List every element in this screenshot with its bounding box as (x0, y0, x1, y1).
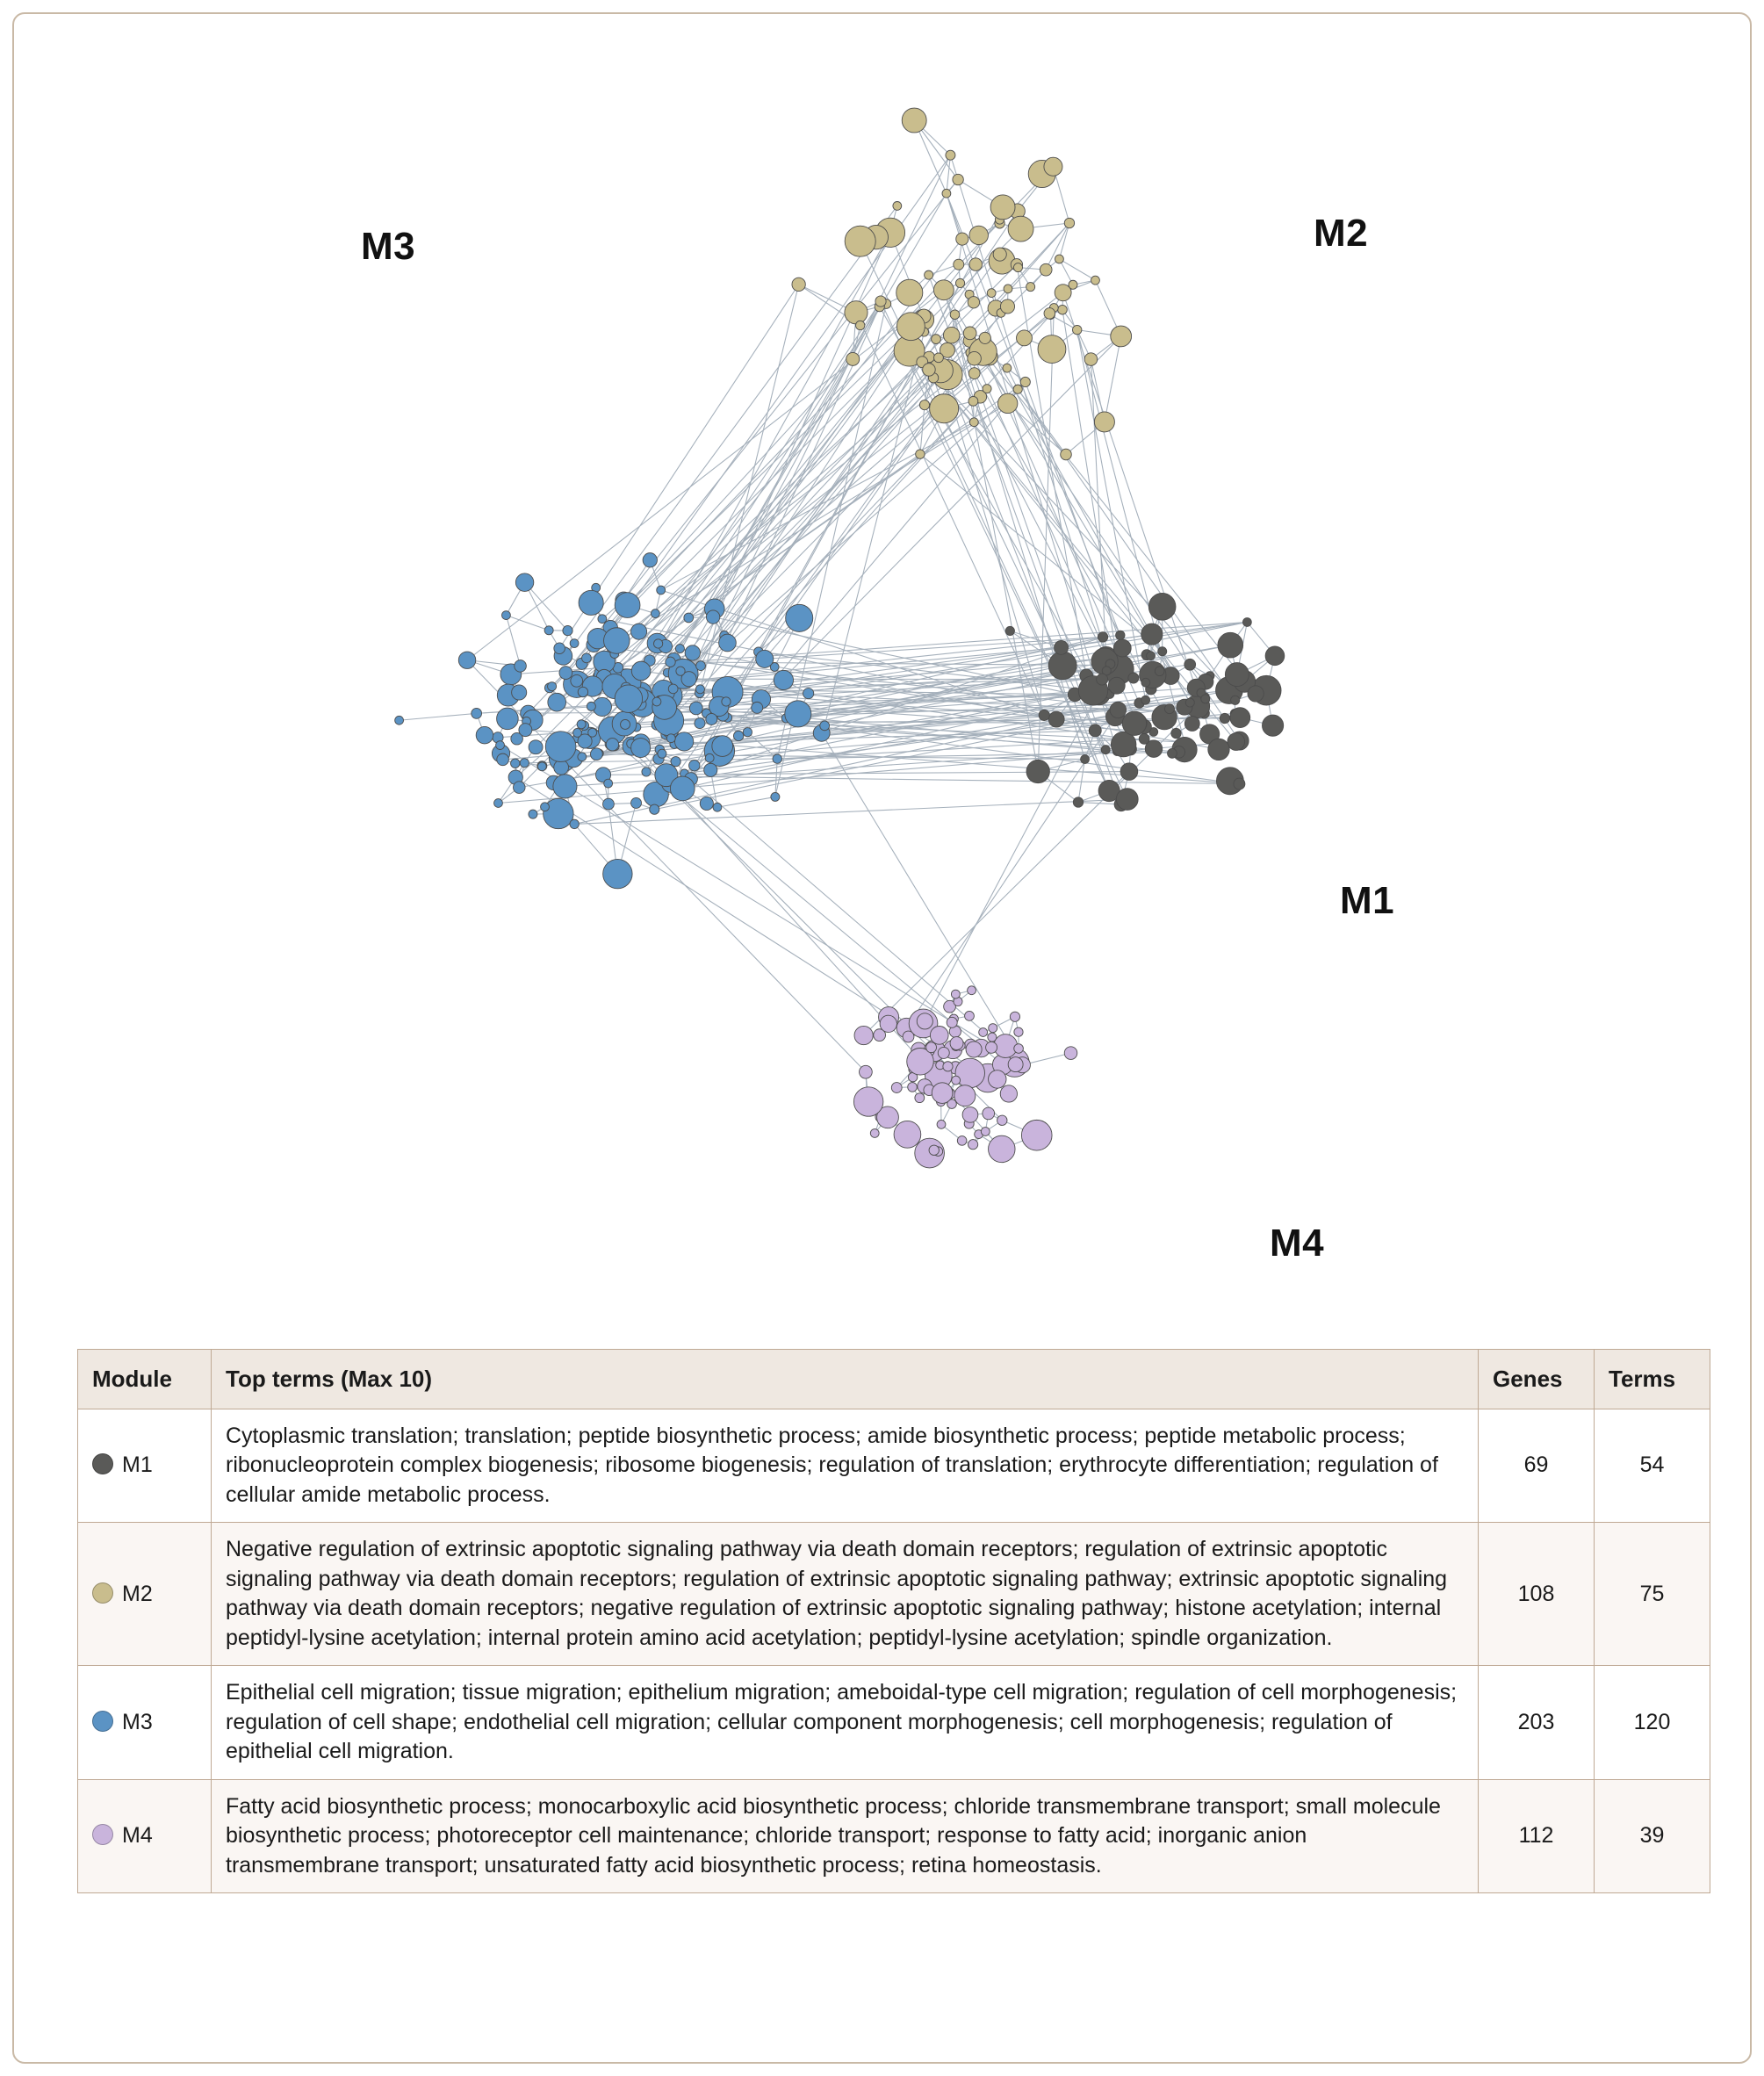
network-node-m2 (950, 310, 960, 320)
network-node-m3 (676, 667, 685, 675)
network-node-m3 (578, 753, 587, 761)
module-color-dot-icon (92, 1582, 113, 1604)
network-node-m4 (983, 1107, 995, 1120)
network-node-m4 (1014, 1044, 1024, 1054)
network-node-m1 (1168, 748, 1177, 758)
network-node-m4 (917, 1013, 932, 1029)
network-node-m1 (1201, 695, 1210, 703)
network-node-m4 (853, 1087, 882, 1116)
network-node-m3 (512, 685, 527, 700)
network-node-m3 (570, 819, 579, 828)
network-node-m2 (997, 393, 1017, 413)
network-node-m1 (1184, 659, 1196, 670)
network-node-m4 (932, 1083, 953, 1104)
header-module: Module (78, 1350, 212, 1409)
network-node-m4 (962, 1107, 978, 1123)
network-node-m4 (1064, 1047, 1077, 1060)
network-node-m2 (855, 321, 864, 329)
network-node-m2 (1026, 283, 1035, 292)
network-node-m1 (1110, 702, 1127, 718)
network-node-m3 (786, 604, 813, 631)
network-node-m3 (756, 650, 774, 667)
network-node-m3 (548, 682, 557, 691)
network-node-m2 (956, 233, 968, 245)
network-node-m2 (993, 248, 1006, 261)
table-row (78, 1523, 1710, 1666)
network-node-m2 (932, 335, 941, 344)
header-top-terms: Top terms (Max 10) (212, 1350, 1479, 1409)
network-node-m3 (666, 657, 675, 667)
module-label-m4: M4 (1270, 1222, 1325, 1265)
network-node-m2 (1038, 335, 1066, 364)
network-node-m2 (896, 279, 923, 306)
network-node-m2 (1061, 449, 1072, 460)
module-cell (78, 1409, 212, 1523)
network-node-m4 (997, 1115, 1007, 1125)
network-node-m2 (1013, 263, 1022, 272)
network-node-m4 (950, 1037, 963, 1050)
network-node-m1 (1220, 713, 1229, 723)
network-node-m3 (519, 724, 532, 737)
network-node-m3 (675, 645, 684, 653)
network-graph-svg (14, 14, 1750, 1323)
network-node-m2 (1111, 326, 1132, 347)
network-node-m3 (752, 702, 763, 713)
network-node-m2 (1003, 364, 1012, 372)
network-node-m2 (1008, 216, 1033, 241)
module-cell (78, 1523, 212, 1666)
module-label-m1: M1 (1340, 879, 1395, 922)
network-node-m2 (1064, 218, 1074, 227)
network-node-m3 (695, 718, 705, 729)
network-node-m4 (986, 1042, 997, 1053)
network-node-m4 (1021, 1120, 1052, 1150)
network-node-m1 (1081, 755, 1090, 764)
network-node-m3 (651, 609, 659, 618)
network-node-m2 (916, 450, 925, 458)
network-node-m2 (1017, 330, 1033, 346)
network-node-m3 (563, 625, 572, 635)
network-node-m3 (643, 553, 657, 567)
network-node-m3 (704, 763, 717, 776)
network-node-m2 (968, 297, 979, 308)
network-node-m2 (792, 278, 805, 291)
network-node-m2 (969, 418, 978, 427)
network-node-m3 (502, 611, 511, 620)
network-node-m3 (587, 702, 595, 710)
network-node-m1 (1225, 663, 1249, 687)
network-node-m2 (953, 174, 963, 184)
network-node-m1 (1164, 704, 1174, 714)
module-cell (78, 1779, 212, 1893)
network-node-m1 (1055, 640, 1069, 654)
network-node-m2 (955, 278, 964, 287)
network-node-m2 (1013, 385, 1022, 393)
network-node-m3 (582, 653, 592, 663)
network-node-m1 (1039, 710, 1049, 720)
network-node-m3 (689, 702, 702, 715)
network-node-m4 (943, 1062, 953, 1071)
network-node-m2 (896, 313, 925, 341)
network-node-m3 (631, 661, 651, 681)
network-node-m4 (989, 1024, 997, 1033)
network-node-m2 (1094, 412, 1114, 432)
network-node-m4 (1010, 1012, 1019, 1021)
network-node-m4 (951, 990, 960, 998)
network-node-m2 (1072, 325, 1081, 334)
network-node-m1 (1155, 667, 1164, 676)
module-cell (78, 1666, 212, 1780)
network-node-m3 (621, 719, 630, 729)
network-node-m4 (965, 1011, 975, 1020)
network-node-m3 (559, 667, 572, 680)
network-node-m3 (615, 593, 640, 618)
network-node-m1 (1158, 647, 1167, 656)
network-node-m3 (666, 734, 675, 743)
network-node-m1 (1139, 733, 1149, 744)
network-node-m2 (925, 270, 933, 279)
network-node-m3 (554, 760, 569, 775)
network-node-m1 (1230, 708, 1250, 728)
network-node-m3 (573, 728, 582, 737)
network-node-m3 (472, 708, 482, 718)
network-node-m3 (570, 639, 579, 648)
network-node-m3 (689, 760, 700, 771)
network-node-m3 (803, 688, 814, 699)
network-node-m4 (952, 1076, 961, 1085)
network-node-m4 (966, 1042, 982, 1057)
network-node-m3 (615, 685, 642, 712)
table-row (78, 1779, 1710, 1893)
network-node-m3 (670, 776, 695, 801)
network-node-m3 (571, 674, 583, 687)
network-node-m1 (1116, 631, 1125, 639)
network-node-m2 (943, 327, 960, 343)
network-node-m3 (719, 634, 737, 652)
network-node-m2 (968, 396, 978, 406)
module-color-dot-icon (92, 1711, 113, 1732)
network-node-m3 (604, 779, 613, 788)
network-node-m1 (1113, 639, 1131, 657)
network-node-m4 (981, 1128, 990, 1136)
table-row (78, 1666, 1710, 1780)
network-node-m3 (590, 748, 602, 760)
network-node-m2 (893, 202, 902, 211)
network-node-m2 (963, 327, 976, 340)
network-node-m3 (695, 685, 704, 694)
network-node-m1 (1141, 696, 1150, 704)
network-node-m4 (947, 1017, 957, 1027)
network-node-m1 (1147, 652, 1156, 660)
network-node-m3 (652, 697, 661, 706)
module-summary-table (77, 1349, 1710, 1893)
network-node-m4 (915, 1093, 925, 1103)
network-node-m1 (1141, 624, 1163, 645)
network-node-m1 (1231, 696, 1240, 704)
network-node-m4 (894, 1121, 921, 1148)
network-node-m2 (845, 301, 868, 324)
network-node-m4 (989, 1070, 1006, 1088)
network-node-m3 (696, 661, 706, 671)
network-node-m1 (1234, 778, 1245, 789)
network-node-m1 (1026, 760, 1049, 782)
header-terms: Terms (1595, 1350, 1710, 1409)
network-node-m3 (395, 716, 404, 724)
network-node-m3 (529, 740, 543, 754)
network-node-m4 (929, 1145, 939, 1155)
network-node-m3 (631, 624, 647, 639)
terms-count-cell: 39 (1595, 1779, 1710, 1893)
module-label-m3: M3 (361, 225, 416, 268)
genes-count-cell: 112 (1479, 1779, 1595, 1893)
module-color-dot-icon (92, 1453, 113, 1474)
network-node-m3 (631, 739, 651, 758)
network-node-m2 (946, 150, 955, 160)
network-node-m4 (1008, 1057, 1023, 1072)
network-node-m2 (1091, 276, 1100, 285)
network-node-m3 (494, 799, 503, 808)
network-node-m1 (1218, 632, 1243, 658)
module-name: M4 (122, 1823, 153, 1849)
genes-count-cell: 108 (1479, 1523, 1595, 1666)
network-node-m3 (658, 749, 666, 758)
network-node-m4 (968, 986, 976, 995)
network-node-m3 (774, 670, 793, 689)
network-node-m3 (544, 798, 573, 828)
network-node-m1 (1101, 746, 1110, 754)
network-node-m3 (541, 803, 550, 811)
network-node-m3 (598, 615, 607, 624)
network-node-m3 (515, 573, 533, 591)
network-node-m3 (606, 739, 618, 751)
network-node-m1 (1185, 698, 1194, 707)
network-node-m1 (1228, 733, 1245, 751)
network-node-m3 (545, 732, 576, 762)
network-node-m3 (515, 660, 527, 673)
table-row (78, 1409, 1710, 1523)
network-node-m4 (979, 1028, 988, 1037)
network-node-m3 (706, 713, 717, 724)
network-node-m3 (511, 759, 520, 768)
network-node-m3 (820, 721, 830, 731)
network-node-m2 (968, 368, 980, 379)
network-node-m1 (1128, 673, 1139, 683)
network-node-m3 (771, 792, 780, 801)
network-node-m2 (919, 400, 929, 410)
network-node-m3 (577, 720, 586, 729)
network-node-m2 (933, 280, 954, 300)
network-node-m2 (990, 195, 1015, 220)
network-node-m3 (476, 726, 493, 743)
network-node-m2 (954, 259, 964, 270)
table-body (78, 1409, 1710, 1893)
network-node-m1 (1098, 632, 1107, 642)
network-node-m3 (497, 708, 519, 730)
network-node-m4 (870, 1129, 879, 1138)
node-layer (395, 108, 1285, 1168)
network-node-m1 (1148, 593, 1176, 620)
network-node-m2 (1004, 285, 1012, 293)
network-node-m3 (722, 697, 731, 706)
network-node-m1 (1208, 739, 1229, 760)
network-node-m1 (1248, 686, 1264, 702)
network-node-m3 (520, 759, 529, 768)
network-node-m3 (588, 728, 597, 737)
network-node-m3 (668, 684, 678, 694)
network-node-m1 (1262, 715, 1283, 736)
top-terms-cell: Fatty acid biosynthetic process; monocarboxylic acid biosynthetic process; chloride transmembrane transport; small molecule biosynthetic process; photoreceptor cell maintenance; chloride transport; response to fatty acid; inorganic anion transmembrane transport; unsaturated fatty acid biosynthetic process; retina homeostasis. (212, 1779, 1479, 1893)
module-name: M3 (122, 1709, 153, 1734)
network-node-m1 (1171, 728, 1181, 738)
network-node-m2 (1084, 353, 1098, 366)
table-header-row (78, 1350, 1710, 1409)
network-node-m2 (1020, 377, 1030, 386)
network-node-m1 (1242, 618, 1251, 627)
network-node-m3 (579, 590, 603, 615)
network-node-m2 (942, 189, 951, 198)
network-node-m3 (548, 693, 566, 711)
top-terms-cell: Cytoplasmic translation; translation; peptide biosynthetic process; amide biosynthetic process; peptide metabolic process; ribonucleoprotein complex biogenesis; ribosome biogenesis; regulation of translation; erythrocyte differentiation; regulation of cellular amide metabolic process. (212, 1409, 1479, 1523)
network-node-m3 (657, 586, 666, 595)
module-color-dot-icon (92, 1824, 113, 1845)
network-node-m4 (908, 1083, 918, 1092)
network-node-m4 (957, 1136, 967, 1146)
network-node-m3 (554, 643, 565, 654)
network-node-m3 (529, 810, 537, 818)
top-terms-cell: Negative regulation of extrinsic apoptotic signaling pathway via death domain receptors; regulation of extrinsic apoptotic signaling pathway via death domain receptors; regulation of extrinsic apoptotic signaling pathway; extrinsic apoptotic signaling pathway via death domain receptors; negative regulation of extrinsic apoptotic signaling pathway; histone acetylation; internal peptidyl-lysine acetylation; internal protein amino acid acetylation; peptidyl-lysine acetylation; spindle organization. (212, 1523, 1479, 1666)
network-node-m3 (537, 762, 546, 771)
network-node-m3 (773, 754, 781, 763)
module-name: M1 (122, 1452, 153, 1478)
network-node-m2 (1044, 157, 1062, 176)
header-genes: Genes (1479, 1350, 1595, 1409)
network-node-m3 (553, 775, 577, 798)
network-node-m3 (513, 782, 525, 794)
network-node-m2 (875, 296, 886, 306)
module-label-m2: M2 (1314, 212, 1369, 255)
terms-count-cell: 54 (1595, 1409, 1710, 1523)
terms-count-cell: 75 (1595, 1523, 1710, 1666)
network-node-m3 (496, 741, 505, 750)
genes-count-cell: 69 (1479, 1409, 1595, 1523)
network-node-m3 (603, 798, 615, 810)
network-node-m1 (1120, 763, 1138, 781)
network-node-m3 (700, 797, 713, 810)
network-node-m3 (603, 859, 632, 888)
network-node-m4 (854, 1026, 873, 1044)
network-node-m4 (891, 1083, 902, 1093)
network-node-m2 (1000, 299, 1014, 314)
network-node-m3 (631, 797, 642, 808)
network-node-m4 (926, 1042, 937, 1053)
network-node-m3 (604, 628, 630, 654)
network-node-m3 (712, 736, 733, 757)
network-node-m4 (930, 1027, 948, 1045)
network-node-m4 (937, 1120, 946, 1128)
network-node-m4 (1000, 1085, 1017, 1102)
network-node-m4 (903, 1031, 914, 1042)
top-terms-cell: Epithelial cell migration; tissue migration; epithelium migration; ameboidal-type cell migration; regulation of cell morphogenesis; regulation of cell shape; endothelial cell migration; cellular component morphogenesis; cell morphogenesis; regulation of epithelial cell migration. (212, 1666, 1479, 1780)
network-node-m1 (1089, 724, 1101, 737)
network-node-m3 (743, 728, 752, 737)
network-node-m3 (713, 803, 722, 811)
network-node-m4 (938, 1047, 949, 1058)
network-node-m2 (923, 364, 936, 377)
network-node-m1 (1141, 678, 1150, 687)
network-node-m4 (994, 1034, 1018, 1058)
network-node-m1 (1005, 626, 1014, 635)
network-node-m3 (785, 701, 811, 727)
network-node-m3 (654, 639, 663, 648)
network-node-m1 (1048, 652, 1076, 680)
genes-count-cell: 203 (1479, 1666, 1595, 1780)
network-node-m2 (1055, 255, 1064, 263)
network-diagram (14, 14, 1750, 1323)
network-node-m2 (902, 108, 926, 133)
network-node-m4 (860, 1065, 873, 1078)
network-node-m1 (1073, 797, 1083, 807)
network-node-m1 (1265, 646, 1285, 666)
network-node-m2 (979, 332, 990, 343)
network-node-m3 (650, 804, 659, 814)
network-node-m3 (705, 753, 714, 762)
network-node-m2 (934, 353, 944, 363)
figure-frame (12, 12, 1752, 2064)
module-name: M2 (122, 1581, 153, 1606)
network-node-m2 (1044, 308, 1055, 320)
network-node-m3 (706, 610, 719, 624)
network-node-m2 (969, 258, 983, 271)
network-node-m4 (880, 1015, 896, 1032)
network-node-m1 (1097, 674, 1108, 685)
network-node-m2 (845, 226, 875, 256)
network-node-m3 (684, 613, 694, 623)
network-node-m3 (675, 732, 694, 751)
network-node-m1 (1122, 711, 1146, 735)
network-node-m4 (955, 1058, 984, 1087)
network-node-m2 (969, 226, 988, 244)
network-node-m3 (458, 652, 475, 668)
network-node-m3 (642, 768, 651, 776)
network-node-m3 (685, 645, 700, 660)
network-node-m3 (578, 687, 587, 696)
network-node-m2 (930, 394, 959, 423)
network-node-m4 (968, 1140, 978, 1150)
network-node-m2 (968, 351, 982, 365)
network-node-m2 (846, 352, 860, 365)
network-node-m2 (1055, 285, 1071, 301)
network-node-m1 (1048, 711, 1064, 727)
network-node-m3 (733, 731, 743, 740)
network-node-m1 (1108, 677, 1125, 694)
terms-count-cell: 120 (1595, 1666, 1710, 1780)
network-node-m1 (1116, 789, 1138, 811)
network-node-m2 (983, 385, 991, 393)
network-node-m2 (1040, 263, 1052, 276)
network-node-m2 (987, 289, 996, 298)
network-node-m4 (989, 1135, 1016, 1163)
network-node-m3 (544, 626, 553, 635)
network-node-m1 (1184, 717, 1199, 732)
network-node-m3 (497, 753, 509, 766)
network-node-m4 (954, 1085, 976, 1106)
network-node-m4 (1014, 1027, 1023, 1036)
network-node-m2 (1058, 305, 1068, 314)
